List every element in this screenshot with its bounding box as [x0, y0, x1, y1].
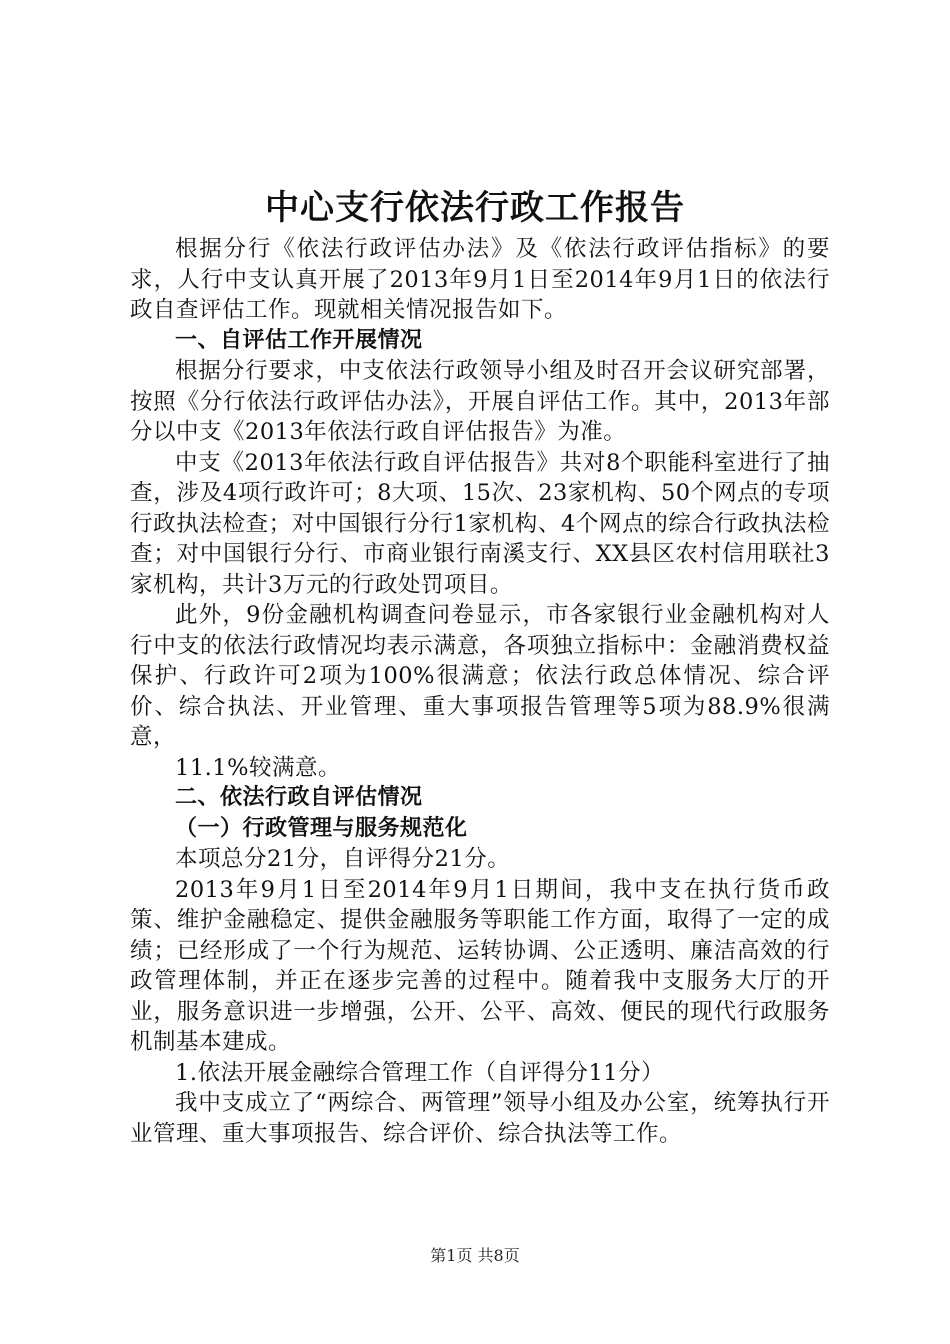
- page-footer: 第1页 共8页: [430, 1246, 520, 1265]
- paragraph: 本项总分21分，自评得分21分。: [175, 846, 511, 872]
- document-title: 中心支行依法行政工作报告: [265, 188, 685, 228]
- paragraph-intro: 根据分行《依法行政评估办法》及《依法行政评估指标》的要求，人行中支认真开展了2013年9月1日至2014年9月1日的依法行政自查评估工作。现就相关情况报告如下。: [130, 236, 830, 323]
- document-body: [130, 234, 830, 1149]
- paragraph: 中支《2013年依法行政自评估报告》共对8个职能科室进行了抽查，涉及4项行政许可；8大项、15次、23家机构、50个网点的专项行政执法检查；对中国银行分行1家机构、4个网点的综合行政执法检查；对中国银行分行、市商业银行南溪支行、XX县区农村信用联社3家机构，共计3万元的行政处罚项目。: [130, 449, 830, 598]
- paragraph: 2013年9月1日至2014年9月1日期间，我中支在执行货币政策、维护金融稳定、提供金融服务等职能工作方面，取得了一定的成绩；已经形成了一个行为规范、运转协调、公正透明、廉洁高效的行政管理体制，并正在逐步完善的过程中。随着我中支服务大厅的开业，服务意识进一步增强，公开、公平、高效、便民的现代行政服务机制基本建成。: [130, 876, 830, 1055]
- section-heading-1: 一、自评估工作开展情况: [175, 327, 423, 353]
- paragraph: 根据分行要求，中支依法行政领导小组及时召开会议研究部署，按照《分行依法行政评估办法》，开展自评估工作。其中，2013年部分以中支《2013年依法行政自评估报告》为准。: [130, 358, 830, 445]
- paragraph: 11.1%较满意。: [175, 754, 341, 781]
- paragraph: 我中支成立了“两综合、两管理”领导小组及办公室，统筹执行开业管理、重大事项报告、综合评价、综合执法等工作。: [130, 1090, 830, 1147]
- paragraph: 此外，9份金融机构调查问卷显示，市各家银行业金融机构对人行中支的依法行政情况均表示满意，各项独立指标中：金融消费权益保护、行政许可2项为100%很满意；依法行政总体情况、综合评价、综合执法、开业管理、重大事项报告管理等5项为88.9%很满意，: [130, 602, 830, 750]
- section-heading-2: 二、依法行政自评估情况: [175, 785, 423, 810]
- subsection-heading: （一）行政管理与服务规范化: [175, 815, 468, 841]
- item-heading: 1.依法开展金融综合管理工作（自评得分11分）: [175, 1059, 665, 1086]
